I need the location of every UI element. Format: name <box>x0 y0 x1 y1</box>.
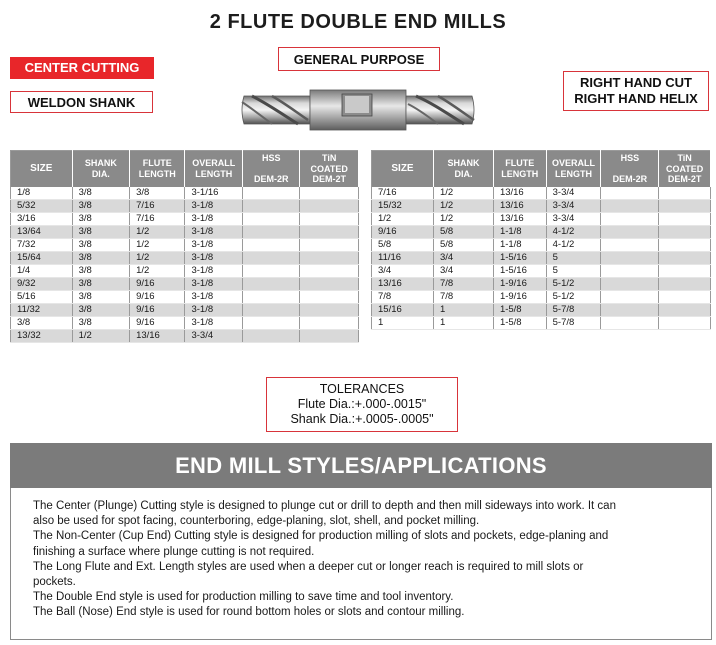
table-row <box>372 226 711 239</box>
table-cell: 3-1/8 <box>185 200 242 213</box>
table-cell: 5/8 <box>372 239 434 252</box>
table-row <box>11 291 359 304</box>
table-cell: 1 <box>434 304 494 317</box>
table-cell <box>601 291 659 304</box>
table-cell <box>300 187 359 200</box>
table-cell <box>601 239 659 252</box>
shank-tolerance: Shank Dia.:+.0005-.0005" <box>290 412 434 426</box>
table-cell: 3/8 <box>72 265 129 278</box>
table-cell: 11/32 <box>11 304 73 317</box>
table-cell <box>300 317 359 330</box>
table-cell: 3-1/8 <box>185 317 242 330</box>
table-cell <box>601 200 659 213</box>
table-cell <box>242 291 299 304</box>
table-cell <box>659 252 711 265</box>
table-cell <box>242 239 299 252</box>
col-size: SIZE <box>372 151 434 187</box>
table-cell: 3-1/8 <box>185 265 242 278</box>
styles-line: pockets. <box>33 576 76 589</box>
table-cell: 1/2 <box>130 239 185 252</box>
table-row <box>11 200 359 213</box>
table-cell <box>601 317 659 330</box>
table-cell <box>300 226 359 239</box>
table-cell <box>659 265 711 278</box>
table-cell <box>659 278 711 291</box>
table-cell: 13/16 <box>493 200 546 213</box>
table-cell: 1-1/8 <box>493 226 546 239</box>
table-cell <box>601 278 659 291</box>
table-cell: 5-7/8 <box>546 317 601 330</box>
table-cell: 13/16 <box>493 187 546 200</box>
table-row <box>11 226 359 239</box>
col-tin-coated: TiN COATED DEM-2T <box>300 151 359 187</box>
table-cell: 1/2 <box>434 187 494 200</box>
table-row <box>372 304 711 317</box>
table-cell: 13/16 <box>493 213 546 226</box>
table-cell: 7/16 <box>130 213 185 226</box>
table-row <box>11 213 359 226</box>
table-cell: 1/2 <box>130 226 185 239</box>
table-cell <box>659 304 711 317</box>
table-cell: 7/16 <box>372 187 434 200</box>
table-cell: 3-3/4 <box>546 213 601 226</box>
table-cell: 3/8 <box>72 200 129 213</box>
table-cell: 5/8 <box>434 226 494 239</box>
table-row <box>11 278 359 291</box>
table-row <box>372 265 711 278</box>
table-cell: 1-1/8 <box>493 239 546 252</box>
col-tin-coated: TiN COATED DEM-2T <box>659 151 711 187</box>
styles-description <box>10 488 712 640</box>
table-cell: 13/64 <box>11 226 73 239</box>
styles-line: The Ball (Nose) End style is used for round bottom holes or slots and contour milling. <box>33 606 465 619</box>
table-cell: 3/8 <box>72 187 129 200</box>
table-cell: 7/16 <box>130 200 185 213</box>
table-row <box>11 265 359 278</box>
table-cell: 1/2 <box>72 330 129 343</box>
table-cell: 1 <box>372 317 434 330</box>
table-cell: 1/4 <box>11 265 73 278</box>
tolerances-box <box>266 377 458 432</box>
table-cell: 9/16 <box>130 291 185 304</box>
table-cell: 3-1/16 <box>185 187 242 200</box>
table-row <box>11 304 359 317</box>
table-cell <box>300 291 359 304</box>
table-cell <box>242 330 299 343</box>
table-cell <box>242 187 299 200</box>
styles-line: The Non-Center (Cup End) Cutting style is designed for production milling of slots and pockets, edge-planing and <box>33 530 609 543</box>
table-cell: 3-1/8 <box>185 239 242 252</box>
table-cell <box>300 213 359 226</box>
right-table-header <box>372 151 711 187</box>
table-row <box>11 252 359 265</box>
left-spec-table <box>10 150 359 343</box>
table-cell: 5-7/8 <box>546 304 601 317</box>
table-cell <box>659 200 711 213</box>
table-cell <box>659 317 711 330</box>
styles-line: The Long Flute and Ext. Length styles are used when a deeper cut or longer reach is required to mill slots or <box>33 560 584 573</box>
table-cell: 4-1/2 <box>546 226 601 239</box>
double-end-mill-illustration <box>238 80 478 140</box>
table-cell: 13/16 <box>130 330 185 343</box>
table-row <box>11 239 359 252</box>
col-shank-dia: SHANK DIA. <box>434 151 494 187</box>
table-cell <box>242 252 299 265</box>
table-cell: 7/8 <box>434 278 494 291</box>
table-cell: 4-1/2 <box>546 239 601 252</box>
table-cell: 5/16 <box>11 291 73 304</box>
table-cell: 3/8 <box>72 239 129 252</box>
table-cell <box>242 317 299 330</box>
table-cell <box>601 252 659 265</box>
col-shank-dia: SHANK DIA. <box>72 151 129 187</box>
right-hand-helix-label: RIGHT HAND HELIX <box>574 90 698 106</box>
table-cell: 1/2 <box>130 252 185 265</box>
table-cell: 1 <box>434 317 494 330</box>
table-cell: 3/8 <box>72 317 129 330</box>
table-cell <box>659 291 711 304</box>
table-cell <box>601 187 659 200</box>
styles-heading: END MILL STYLES/APPLICATIONS <box>10 443 712 488</box>
table-cell: 1-5/16 <box>493 265 546 278</box>
styles-line: The Double End style is used for production milling to save time and tool inventory. <box>33 591 454 604</box>
table-cell <box>601 265 659 278</box>
weldon-shank-tag: WELDON SHANK <box>10 91 153 113</box>
left-table-header <box>11 151 359 187</box>
col-hss: HSS DEM-2R <box>242 151 299 187</box>
col-overall-length: OVERALL LENGTH <box>185 151 242 187</box>
col-flute-length: FLUTE LENGTH <box>493 151 546 187</box>
table-cell: 3/8 <box>72 213 129 226</box>
table-cell <box>300 239 359 252</box>
table-cell: 13/16 <box>372 278 434 291</box>
table-cell <box>300 252 359 265</box>
table-cell: 3-3/4 <box>546 187 601 200</box>
table-cell: 3/4 <box>434 265 494 278</box>
table-cell <box>659 239 711 252</box>
table-cell: 9/16 <box>130 278 185 291</box>
table-cell: 13/32 <box>11 330 73 343</box>
table-cell: 15/64 <box>11 252 73 265</box>
right-hand-tag <box>563 71 709 111</box>
table-cell: 3-1/8 <box>185 278 242 291</box>
table-cell: 3-1/8 <box>185 226 242 239</box>
table-row <box>11 317 359 330</box>
table-cell: 1-5/8 <box>493 304 546 317</box>
table-cell: 1/2 <box>434 200 494 213</box>
table-cell: 3-1/8 <box>185 304 242 317</box>
table-cell <box>242 213 299 226</box>
table-row <box>372 239 711 252</box>
center-cutting-tag: CENTER CUTTING <box>10 57 154 79</box>
table-cell <box>242 304 299 317</box>
styles-line: also be used for spot facing, counterboring, edge-planing, slot, shell, and pocket milling. <box>33 515 480 528</box>
table-cell: 3-1/8 <box>185 213 242 226</box>
table-cell <box>659 187 711 200</box>
table-cell <box>300 278 359 291</box>
table-cell: 3/8 <box>72 252 129 265</box>
table-row <box>372 213 711 226</box>
table-cell: 3/16 <box>11 213 73 226</box>
table-row <box>372 200 711 213</box>
table-cell: 9/16 <box>130 304 185 317</box>
table-cell: 5 <box>546 252 601 265</box>
table-cell <box>601 226 659 239</box>
table-cell <box>659 226 711 239</box>
table-cell: 3/8 <box>130 187 185 200</box>
table-cell: 1/8 <box>11 187 73 200</box>
table-cell: 3/8 <box>72 278 129 291</box>
table-cell: 3/8 <box>72 226 129 239</box>
col-hss: HSS DEM-2R <box>601 151 659 187</box>
table-row <box>11 187 359 200</box>
table-cell <box>300 265 359 278</box>
table-cell: 1-9/16 <box>493 291 546 304</box>
table-row <box>372 278 711 291</box>
table-cell: 1-5/8 <box>493 317 546 330</box>
table-cell: 3/8 <box>72 291 129 304</box>
flute-tolerance: Flute Dia.:+.000-.0015" <box>297 397 427 411</box>
table-cell: 5/8 <box>434 239 494 252</box>
table-cell: 9/16 <box>372 226 434 239</box>
table-cell: 3/8 <box>11 317 73 330</box>
table-cell: 9/32 <box>11 278 73 291</box>
table-row <box>372 252 711 265</box>
table-cell: 15/16 <box>372 304 434 317</box>
table-cell: 7/8 <box>434 291 494 304</box>
table-cell <box>300 200 359 213</box>
table-cell: 1/2 <box>372 213 434 226</box>
table-cell: 1-9/16 <box>493 278 546 291</box>
tolerances-title: TOLERANCES <box>319 382 405 396</box>
table-row <box>372 317 711 330</box>
table-cell: 5-1/2 <box>546 278 601 291</box>
table-cell: 3/4 <box>372 265 434 278</box>
table-cell <box>242 200 299 213</box>
table-row <box>372 291 711 304</box>
table-cell <box>601 304 659 317</box>
table-row <box>11 330 359 343</box>
table-cell: 5 <box>546 265 601 278</box>
table-cell <box>242 265 299 278</box>
table-cell: 7/32 <box>11 239 73 252</box>
right-hand-cut-label: RIGHT HAND CUT <box>580 75 692 90</box>
table-cell: 9/16 <box>130 317 185 330</box>
col-overall-length: OVERALL LENGTH <box>546 151 601 187</box>
table-cell: 15/32 <box>372 200 434 213</box>
table-cell: 3-3/4 <box>546 200 601 213</box>
table-cell: 5-1/2 <box>546 291 601 304</box>
table-cell: 7/8 <box>372 291 434 304</box>
table-cell: 3-1/8 <box>185 291 242 304</box>
table-cell: 3/8 <box>72 304 129 317</box>
table-cell: 1/2 <box>434 213 494 226</box>
table-cell <box>242 278 299 291</box>
col-flute-length: FLUTE LENGTH <box>130 151 185 187</box>
table-row <box>372 187 711 200</box>
general-purpose-tag: GENERAL PURPOSE <box>278 47 440 71</box>
table-cell: 3/4 <box>434 252 494 265</box>
table-cell: 1-5/16 <box>493 252 546 265</box>
table-cell: 1/2 <box>130 265 185 278</box>
col-size: SIZE <box>11 151 73 187</box>
table-cell <box>300 330 359 343</box>
table-cell <box>659 213 711 226</box>
table-cell: 5/32 <box>11 200 73 213</box>
table-cell: 3-1/8 <box>185 252 242 265</box>
table-cell: 3-3/4 <box>185 330 242 343</box>
table-cell <box>300 304 359 317</box>
table-cell <box>601 213 659 226</box>
right-spec-table <box>371 150 711 330</box>
styles-line: finishing a surface where plunge cutting is not required. <box>33 545 315 558</box>
styles-line: The Center (Plunge) Cutting style is designed to plunge cut or drill to depth and then mill sideways into work. It can <box>33 500 616 512</box>
table-cell <box>242 226 299 239</box>
table-cell: 11/16 <box>372 252 434 265</box>
page-title: 2 FLUTE DOUBLE END MILLS <box>209 11 507 33</box>
